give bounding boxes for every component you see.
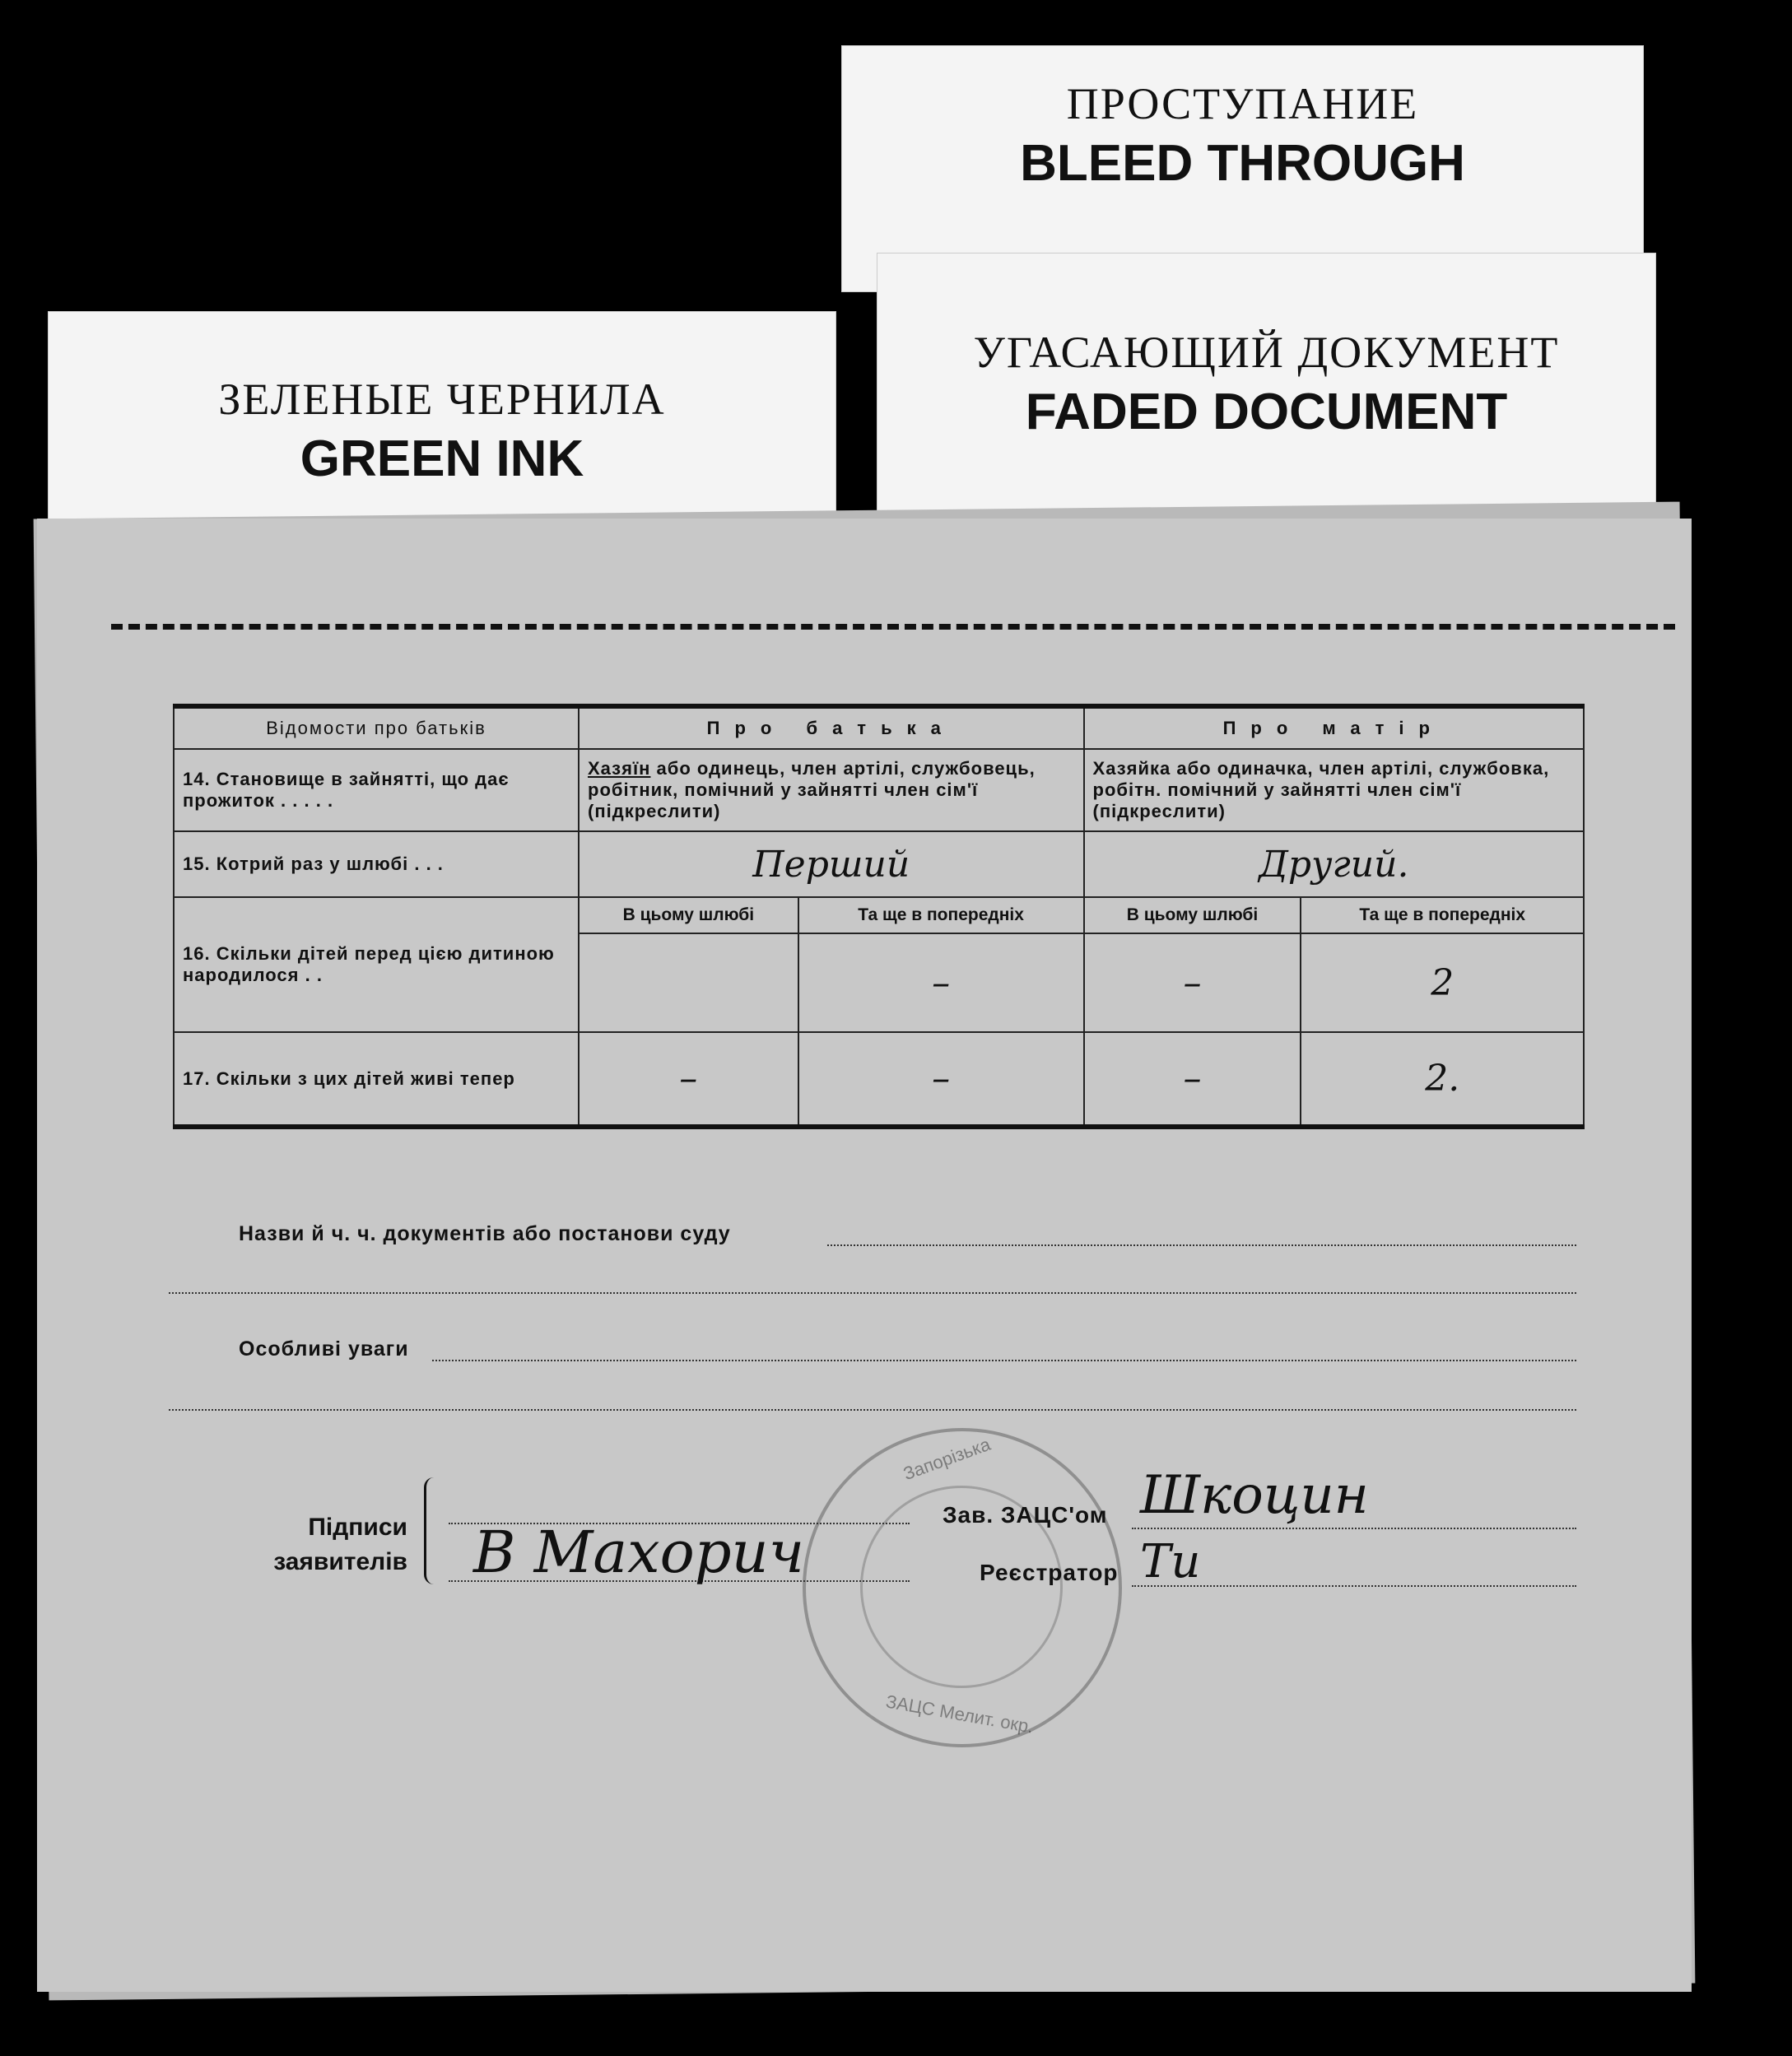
table-row-15 (174, 831, 1584, 897)
row17-mother-this: – (1084, 1032, 1301, 1127)
brace-bracket (424, 1477, 438, 1584)
registrar-sig-line (1132, 1585, 1576, 1587)
head-label: Зав. ЗАЦС'ом (943, 1502, 1108, 1528)
green-ink-en: GREEN INK (300, 430, 584, 487)
documents-field-label: Назви й ч. ч. документів або постанови суду (239, 1222, 731, 1245)
table-row-14 (174, 749, 1584, 831)
row15-label: 15. Котрий раз у шлюбі . . . (174, 831, 579, 897)
faded-document-card (877, 253, 1656, 516)
seal-text-top: Запорізька (900, 1433, 994, 1485)
documents-dotline-2 (169, 1292, 1576, 1294)
row17-mother-prev: 2. (1301, 1032, 1584, 1127)
faded-document-ru: УГАСАЮЩИЙ ДОКУМЕНТ (973, 328, 1560, 377)
faded-document-en: FADED DOCUMENT (1025, 384, 1508, 440)
seal-text-bottom: ЗАЦС Мелит. окр. (884, 1691, 1036, 1737)
header-father: Про батька (579, 706, 1084, 749)
applicant-signature: В Махорич (473, 1519, 805, 1586)
row14-father-rest: або одинець, член артілі, службовець, робітник, помічний у зайнятті член сім'ї (підкреслити) (588, 758, 1036, 821)
row17-father-prev: – (798, 1032, 1084, 1127)
header-parents-info: Відомости про батьків (174, 706, 579, 749)
row16-mother-this: – (1084, 933, 1301, 1032)
header-mother: Про матір (1084, 706, 1584, 749)
row16-mother-prev: 2 (1301, 933, 1584, 1032)
row16-father-this (579, 933, 798, 1032)
bleed-through-ru: ПРОСТУПАНИЕ (1066, 79, 1419, 128)
notes-dotline-2 (169, 1409, 1576, 1411)
green-ink-ru: ЗЕЛЕНЫЕ ЧЕРНИЛА (218, 374, 666, 424)
row17-father-this: – (579, 1032, 798, 1127)
row16-father-prev: – (798, 933, 1084, 1032)
parents-info-table (173, 704, 1585, 1129)
sub-father-prev: Та ще в попередніх (798, 897, 1084, 933)
sub-father-this: В цьому шлюбі (579, 897, 798, 933)
row15-mother-value: Другий. (1084, 831, 1584, 897)
document-page (37, 519, 1692, 1992)
table-subheader (174, 897, 1584, 933)
sub-mother-prev: Та ще в попередніх (1301, 897, 1584, 933)
documents-dotline-1 (827, 1244, 1576, 1246)
perforation-line (111, 624, 1675, 630)
table-row-17 (174, 1032, 1584, 1127)
row15-father-value: Перший (579, 831, 1084, 897)
applicants-signature-label (243, 1510, 407, 1579)
head-sig-line (1132, 1528, 1576, 1529)
notes-field-label: Особливі уваги (239, 1337, 409, 1361)
applicants-label-1: Підписи (308, 1514, 407, 1541)
row14-father-underlined: Хазяїн (588, 758, 651, 779)
row16-label: 16. Скільки дітей перед цією дитиною народилося . . (174, 897, 579, 1032)
sub-mother-this: В цьому шлюбі (1084, 897, 1301, 933)
row14-mother: Хазяйка або одиначка, член артілі, службовка, робітн. помічний у зайнятті член сім'ї (підкреслити) (1084, 749, 1584, 831)
head-signature: Шкоцин (1140, 1465, 1369, 1526)
registrar-signature: Ти (1140, 1535, 1201, 1589)
notes-dotline-1 (432, 1360, 1576, 1361)
applicants-label-2: заявителів (273, 1548, 407, 1575)
row14-label: 14. Становище в зайнятті, що дає прожиток . . . . . (174, 749, 579, 831)
registrar-label: Реєстратор (980, 1560, 1119, 1585)
bleed-through-en: BLEED THROUGH (1020, 135, 1465, 192)
row14-father (579, 749, 1084, 831)
row17-label: 17. Скільки з цих дітей живі тепер (174, 1032, 579, 1127)
